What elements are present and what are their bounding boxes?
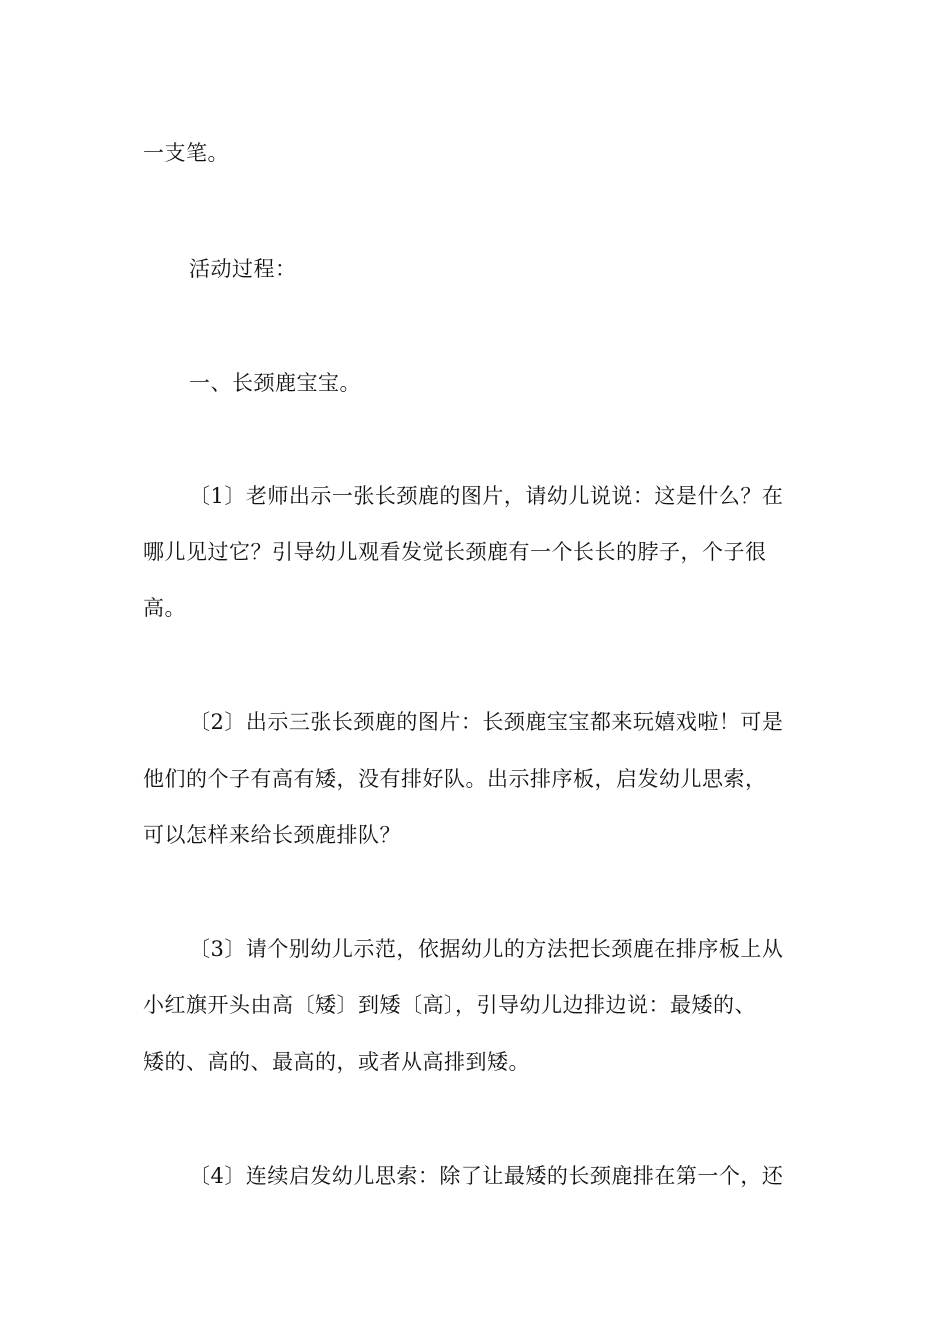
step-3-line-3: 矮的、高的、最高的，或者从高排到矮。 [143, 1050, 530, 1074]
step-4-line-1: 〔4〕连续启发幼儿思索：除了让最矮的长颈鹿排在第一个，还 [189, 1164, 784, 1188]
step-2-line-1: 〔2〕出示三张长颈鹿的图片：长颈鹿宝宝都来玩嬉戏啦！可是 [189, 710, 784, 734]
heading-activity-process: 活动过程： [189, 257, 297, 281]
section-heading-1: 一、长颈鹿宝宝。 [189, 371, 361, 395]
step-1-line-2: 哪儿见过它？引导幼儿观看发觉长颈鹿有一个长长的脖子，个子很 [143, 540, 767, 564]
paragraph-materials-line: 一支笔。 [143, 141, 229, 165]
step-3-line-1: 〔3〕请个别幼儿示范，依据幼儿的方法把长颈鹿在排序板上从 [189, 937, 784, 961]
step-3-line-2: 小红旗开头由高〔矮〕到矮〔高〕，引导幼儿边排边说：最矮的、 [143, 993, 756, 1017]
step-1-line-1: 〔1〕老师出示一张长颈鹿的图片，请幼儿说说：这是什么？在 [189, 484, 784, 508]
step-2-line-2: 他们的个子有高有矮，没有排好队。出示排序板，启发幼儿思索， [143, 767, 767, 791]
step-1-line-3: 高。 [143, 596, 186, 620]
step-2-line-3: 可以怎样来给长颈鹿排队？ [143, 823, 401, 847]
